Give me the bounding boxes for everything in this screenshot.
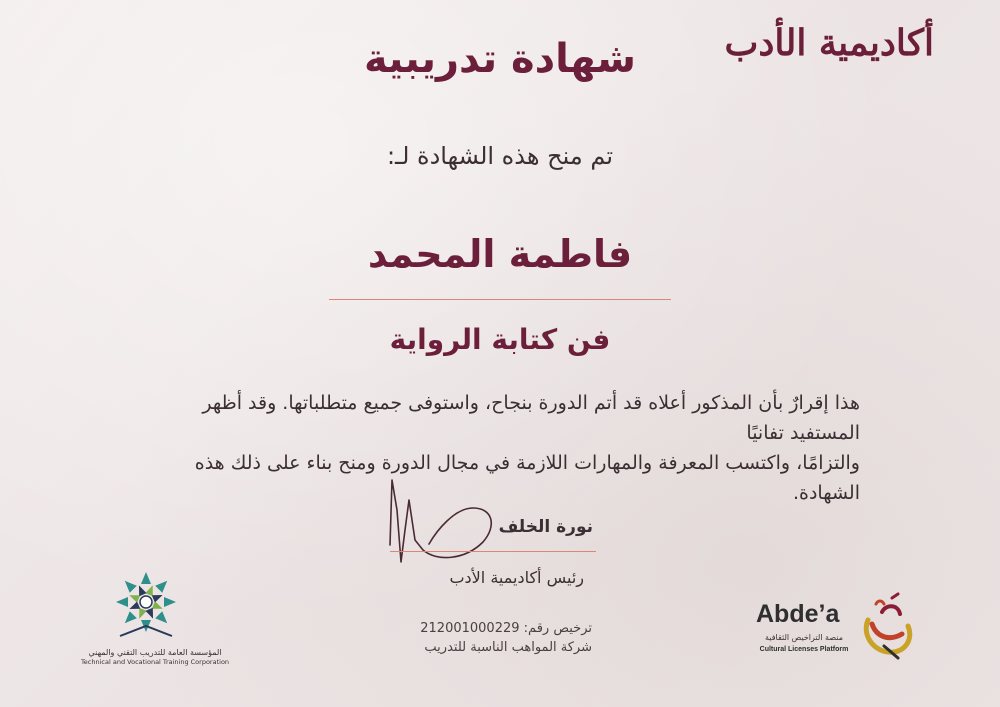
statement-line-1: هذا إقرارٌ بأن المذكور أعلاه قد أتم الدورة بنجاح، واستوفى جميع متطلباتها. وقد أظهر المستفيد تفانيًا bbox=[202, 392, 860, 444]
tvtc-name-english: Technical and Vocational Training Corporation bbox=[80, 658, 230, 666]
abdea-platform-english: Cultural Licenses Platform bbox=[759, 646, 849, 653]
tvtc-name-arabic: المؤسسة العامة للتدريب التقني والمهني bbox=[88, 648, 222, 657]
signatory-role: رئيس أكاديمية الأدب bbox=[449, 568, 584, 587]
signature-line bbox=[390, 551, 596, 552]
academy-logo: أكاديمية الأدب bbox=[724, 22, 934, 64]
name-underline bbox=[329, 299, 671, 300]
certificate-title: شهادة تدريبية bbox=[364, 36, 636, 82]
course-name: فن كتابة الرواية bbox=[389, 323, 611, 356]
signature-image bbox=[385, 470, 505, 570]
awarded-to-label: تم منح هذه الشهادة لـ: bbox=[386, 142, 614, 170]
recipient-name: فاطمة المحمد bbox=[367, 232, 633, 276]
abdea-logo-text: Abde’a bbox=[756, 600, 840, 628]
abdea-platform-arabic: منصة التراخيص الثقافية bbox=[765, 633, 843, 642]
statement-line-2: والتزامًا، واكتسب المعرفة والمهارات اللازمة في مجال الدورة ومنح بناء على ذلك هذه الشهادة. bbox=[194, 452, 860, 504]
license-info bbox=[400, 619, 592, 657]
license-company: شركة المواهب الناسبة للتدريب bbox=[424, 640, 592, 655]
tvtc-logo-icon bbox=[110, 568, 182, 640]
license-number: ترخيص رقم: 212001000229 bbox=[420, 621, 592, 636]
abdea-mark-icon bbox=[858, 590, 918, 662]
signatory-name: نورة الخلف bbox=[498, 517, 593, 537]
